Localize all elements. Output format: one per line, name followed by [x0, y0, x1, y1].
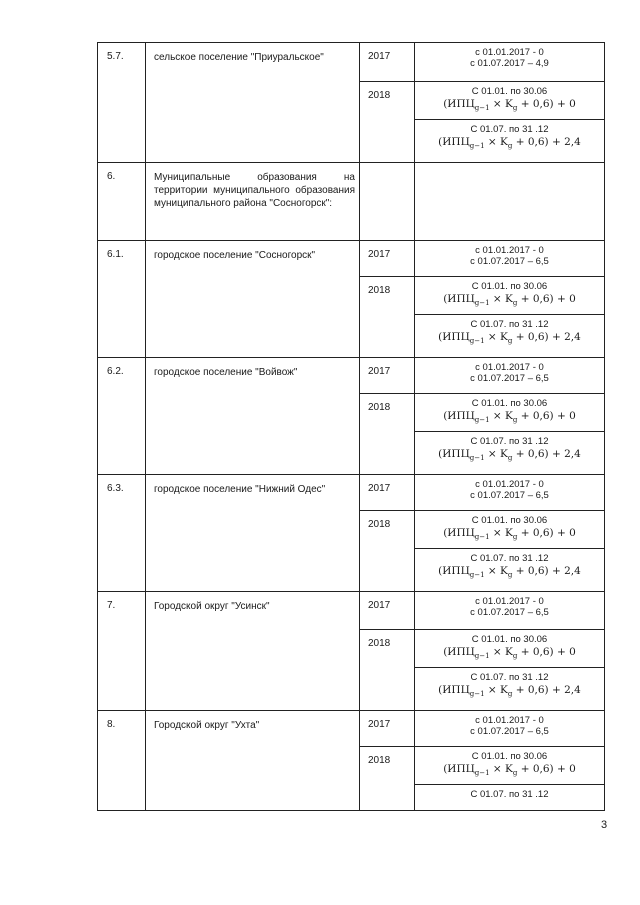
- value-line: с 01.07.2017 – 6,5: [470, 256, 549, 267]
- formula-part: (ИПЦ: [443, 527, 475, 539]
- year-2018: 2018: [360, 630, 415, 711]
- formula-part: (ИПЦ: [438, 565, 470, 577]
- formula-part: g−1: [469, 337, 485, 346]
- formula-part: g−1: [474, 769, 490, 778]
- row-number: 6.1.: [98, 241, 146, 358]
- formula: [415, 564, 604, 582]
- year-2017: 2017: [360, 43, 415, 82]
- formula-part: × K: [489, 646, 513, 658]
- value-line: с 01.01.2017 - 0: [475, 245, 544, 256]
- table-row: [98, 163, 605, 241]
- formula: [415, 526, 604, 544]
- value-2017: [415, 711, 605, 747]
- formula-part: × K: [484, 448, 508, 460]
- period-label: С 01.07. по 31 .12: [470, 319, 549, 330]
- formula-part: g: [507, 337, 513, 346]
- year-2017: 2017: [360, 711, 415, 747]
- value-2018-first-half: [415, 747, 605, 785]
- formula-part: × K: [484, 565, 508, 577]
- formula-part: (ИПЦ: [443, 763, 475, 775]
- formula-part: (ИПЦ: [443, 410, 475, 422]
- formula-part: × K: [489, 98, 513, 110]
- formula-part: (ИПЦ: [438, 136, 470, 148]
- value-2017: [415, 358, 605, 394]
- value-2018-first-half: [415, 277, 605, 315]
- formula: [415, 447, 604, 465]
- year-2018: 2018: [360, 394, 415, 475]
- formula-part: g−1: [469, 690, 485, 699]
- formula-part: g−1: [469, 571, 485, 580]
- period-label: С 01.01. по 30.06: [471, 515, 548, 526]
- formula-part: g−1: [474, 533, 490, 542]
- table-row: [98, 592, 605, 630]
- formula-part: × K: [489, 763, 513, 775]
- year-2017: 2017: [360, 241, 415, 277]
- value-2017: [415, 475, 605, 511]
- value-2017: [415, 43, 605, 82]
- formula-part: g: [507, 454, 513, 463]
- formula-part: g: [507, 142, 513, 151]
- row-number: 5.7.: [98, 43, 146, 163]
- municipality-name: Муниципальные образования на территории муниципального образования муниципального района "Сосногорск":: [146, 163, 360, 241]
- table-row: [98, 358, 605, 394]
- year-2017: 2017: [360, 475, 415, 511]
- value-line: с 01.01.2017 - 0: [475, 596, 544, 607]
- formula-part: g−1: [474, 104, 490, 113]
- formula: [415, 330, 604, 348]
- period-label: С 01.07. по 31 .12: [470, 124, 549, 135]
- municipality-name: городское поселение "Нижний Одес": [146, 475, 360, 592]
- formula-part: + 0,6) + 2,4: [512, 448, 581, 460]
- value-2018-second-half: [415, 432, 605, 475]
- row-number: 6.3.: [98, 475, 146, 592]
- municipality-name: городское поселение "Войвож": [146, 358, 360, 475]
- value-2018-first-half: [415, 630, 605, 668]
- formula-part: g−1: [469, 454, 485, 463]
- year-2018: 2018: [360, 511, 415, 592]
- formula-part: g−1: [474, 652, 490, 661]
- formula-part: + 0,6) + 0: [517, 98, 576, 110]
- formula-part: × K: [489, 527, 513, 539]
- period-label: С 01.01. по 30.06: [471, 751, 548, 762]
- formula: [415, 97, 604, 115]
- value-line: с 01.01.2017 - 0: [475, 715, 544, 726]
- value-cell: [415, 163, 605, 241]
- formula-part: g: [507, 690, 513, 699]
- value-2018-first-half: [415, 394, 605, 432]
- formula-part: + 0,6) + 0: [517, 527, 576, 539]
- formula-part: g: [512, 652, 518, 661]
- formula-part: × K: [489, 293, 513, 305]
- formula-part: (ИПЦ: [443, 646, 475, 658]
- value-line: с 01.07.2017 – 6,5: [470, 607, 549, 618]
- value-2018-second-half: [415, 668, 605, 711]
- period-label: С 01.07. по 31 .12: [470, 436, 549, 447]
- formula-part: × K: [484, 684, 508, 696]
- year-2018: 2018: [360, 277, 415, 358]
- table-body: [98, 43, 605, 811]
- value-2017: [415, 241, 605, 277]
- formula-part: × K: [489, 410, 513, 422]
- formula-part: (ИПЦ: [443, 98, 475, 110]
- year-2017: 2017: [360, 358, 415, 394]
- formula: [415, 645, 604, 663]
- formula-part: + 0,6) + 0: [517, 646, 576, 658]
- formula-part: + 0,6) + 2,4: [512, 136, 581, 148]
- municipality-name: сельское поселение "Приуральское": [146, 43, 360, 163]
- period-label: С 01.07. по 31 .12: [470, 553, 549, 564]
- value-2018-first-half: [415, 82, 605, 120]
- value-2018-first-half: [415, 511, 605, 549]
- formula-part: g: [512, 299, 518, 308]
- value-2018-second-half: [415, 549, 605, 592]
- row-number: 6.: [98, 163, 146, 241]
- formula-part: + 0,6) + 0: [517, 293, 576, 305]
- formula-part: g: [507, 571, 513, 580]
- formula-part: + 0,6) + 0: [517, 410, 576, 422]
- value-line: с 01.07.2017 – 6,5: [470, 726, 549, 737]
- tariff-table: [97, 42, 605, 811]
- formula-part: (ИПЦ: [443, 293, 475, 305]
- value-line: с 01.01.2017 - 0: [475, 362, 544, 373]
- value-line: с 01.01.2017 - 0: [475, 47, 544, 58]
- value-line: с 01.01.2017 - 0: [475, 479, 544, 490]
- formula-part: g: [512, 104, 518, 113]
- year-2018: 2018: [360, 747, 415, 811]
- page-number: 3: [601, 819, 608, 831]
- formula-part: (ИПЦ: [438, 448, 470, 460]
- year-2017: 2017: [360, 592, 415, 630]
- value-2018-second-half: [415, 315, 605, 358]
- municipality-name: Городской округ "Ухта": [146, 711, 360, 811]
- year-2018: 2018: [360, 82, 415, 163]
- formula-part: g: [512, 416, 518, 425]
- period-label: С 01.01. по 30.06: [471, 398, 548, 409]
- value-line: с 01.07.2017 – 6,5: [470, 373, 549, 384]
- formula: [415, 409, 604, 427]
- period-label: С 01.07. по 31 .12: [470, 789, 549, 800]
- value-2018-second-half: [415, 785, 605, 811]
- formula-part: + 0,6) + 2,4: [512, 331, 581, 343]
- formula: [415, 135, 604, 153]
- row-number: 8.: [98, 711, 146, 811]
- period-label: С 01.01. по 30.06: [471, 634, 548, 645]
- year-cell: [360, 163, 415, 241]
- period-label: С 01.01. по 30.06: [471, 281, 548, 292]
- municipality-name: городское поселение "Сосногорск": [146, 241, 360, 358]
- formula: [415, 762, 604, 780]
- formula-part: + 0,6) + 2,4: [512, 684, 581, 696]
- formula-part: × K: [484, 331, 508, 343]
- table-row: [98, 43, 605, 82]
- formula-part: (ИПЦ: [438, 331, 470, 343]
- formula: [415, 292, 604, 310]
- formula-part: + 0,6) + 2,4: [512, 565, 581, 577]
- formula-part: + 0,6) + 0: [517, 763, 576, 775]
- formula-part: g: [512, 533, 518, 542]
- formula-part: g−1: [469, 142, 485, 151]
- value-2017: [415, 592, 605, 630]
- period-label: С 01.07. по 31 .12: [470, 672, 549, 683]
- value-line: с 01.07.2017 – 6,5: [470, 490, 549, 501]
- row-number: 7.: [98, 592, 146, 711]
- formula: [415, 683, 604, 701]
- formula-part: g−1: [474, 299, 490, 308]
- period-label: С 01.01. по 30.06: [471, 86, 548, 97]
- table-row: [98, 241, 605, 277]
- table-row: [98, 475, 605, 511]
- table-row: [98, 711, 605, 747]
- formula-part: (ИПЦ: [438, 684, 470, 696]
- formula-part: g−1: [474, 416, 490, 425]
- value-line: с 01.07.2017 – 4,9: [470, 58, 549, 69]
- formula-part: × K: [484, 136, 508, 148]
- row-number: 6.2.: [98, 358, 146, 475]
- value-2018-second-half: [415, 120, 605, 163]
- municipality-name: Городской округ "Усинск": [146, 592, 360, 711]
- formula-part: g: [512, 769, 518, 778]
